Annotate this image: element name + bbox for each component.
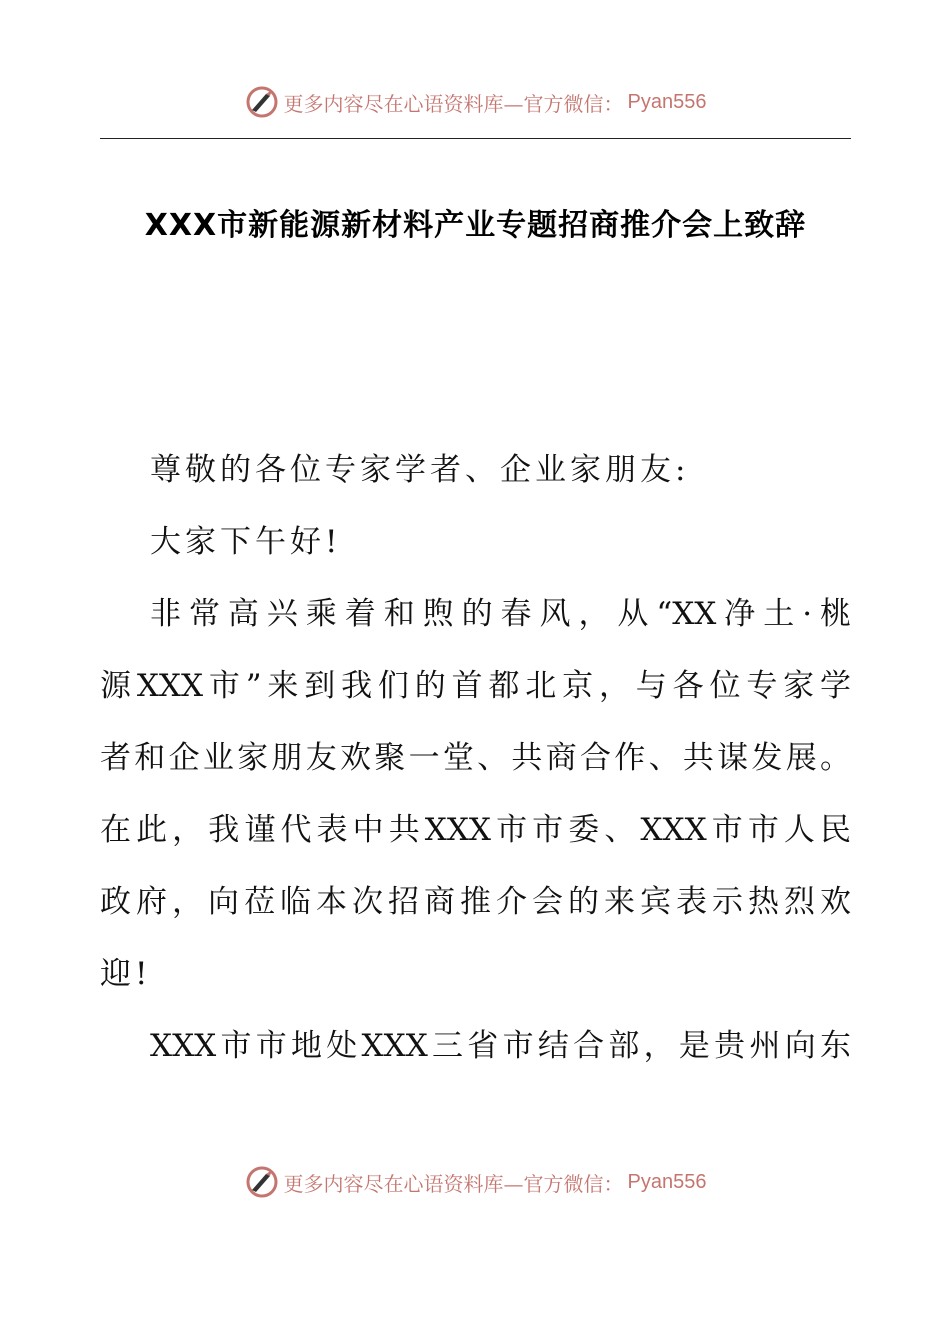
paragraph-line: 者和企业家朋友欢聚一堂、共商合作、共谋发展。: [100, 740, 851, 776]
banner-wechat-id: Pyan556: [627, 1170, 707, 1193]
footer-banner: [0, 1160, 950, 1204]
salutation: 尊敬的各位专家学者、企业家朋友:: [150, 452, 690, 488]
paragraph-line: 在此，我谨代表中共XXX市市委、XXX市市人民: [100, 812, 851, 848]
paragraph-line: 迎!: [100, 956, 152, 992]
brush-logo-icon: [244, 84, 280, 120]
paragraph-line: 政府，向莅临本次招商推介会的来宾表示热烈欢: [100, 884, 851, 920]
banner-wechat-id: Pyan556: [627, 90, 707, 113]
paragraph-line: 非常高兴乘着和煦的春风，从“XX净土·桃: [150, 596, 851, 632]
banner-text: 更多内容尽在心语资料库—官方微信：: [283, 1171, 624, 1196]
header-divider: [100, 138, 851, 139]
brush-logo-icon: [244, 1164, 280, 1200]
document-title: XXX市新能源新材料产业专题招商推介会上致辞: [144, 208, 807, 243]
paragraph-line: 源XXX市”来到我们的首都北京，与各位专家学: [100, 668, 851, 704]
banner-content: [244, 1164, 707, 1200]
document-body: [100, 440, 851, 1088]
greeting: 大家下午好!: [150, 524, 342, 560]
banner-content: [244, 84, 707, 120]
paragraph-line: XXX市市地处XXX三省市结合部，是贵州向东: [150, 1028, 851, 1064]
header-banner: [0, 80, 950, 124]
banner-text: 更多内容尽在心语资料库—官方微信：: [283, 91, 624, 116]
